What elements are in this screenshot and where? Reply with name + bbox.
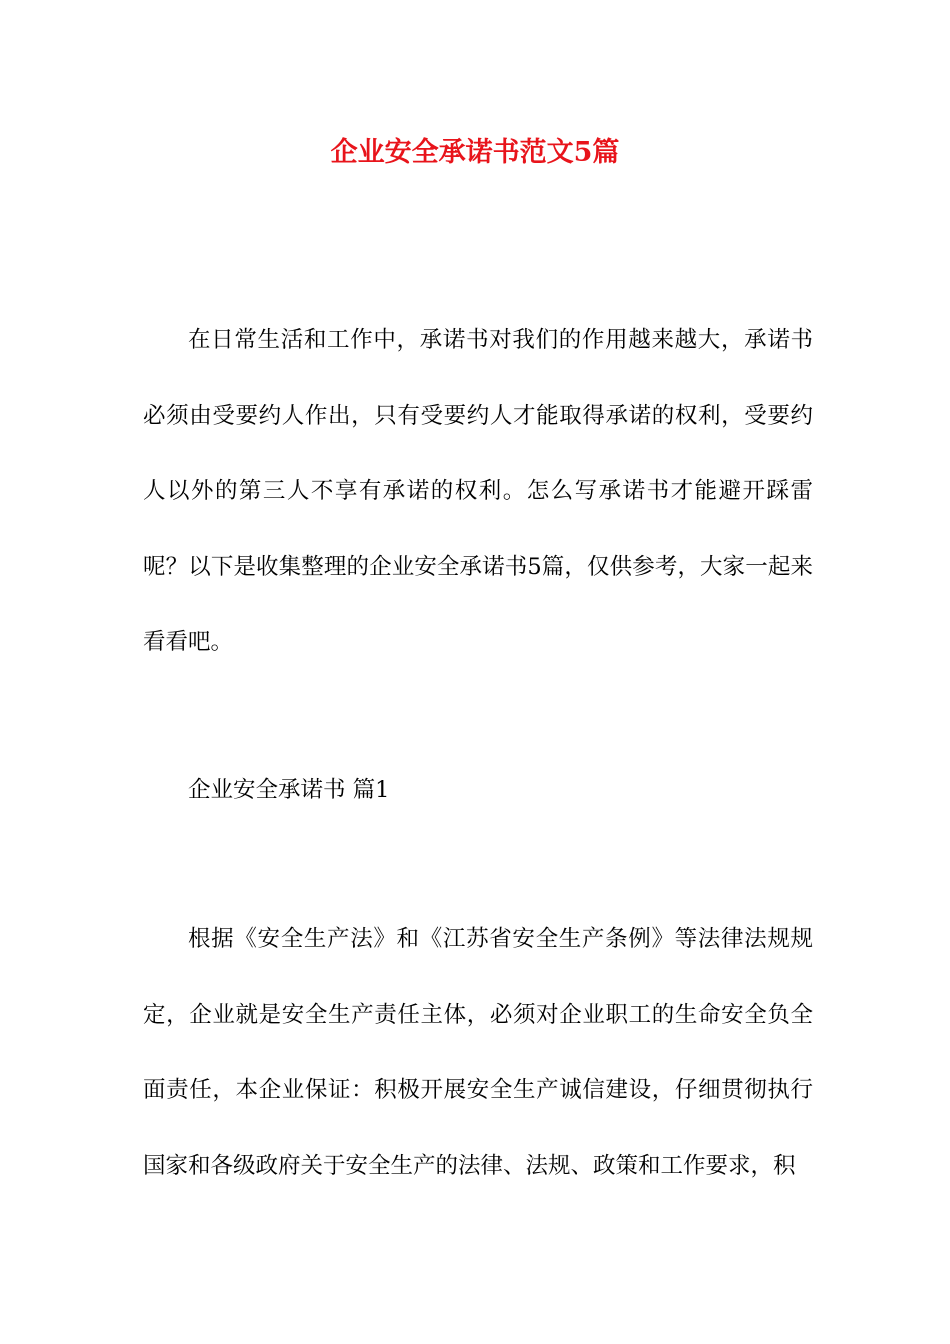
section-paragraph: 根据《安全生产法》和《江苏省安全生产条例》等法律法规规定，企业就是安全生产责任主体，必须对企业职工的生命安全负全面责任，本企业保证：积极开展安全生产诚信建设，仔细贯彻执行国家和各级政府关于安全生产的法律、法规、政策和工作要求，积 [143, 926, 813, 1179]
section-heading: 企业安全承诺书 篇1 [188, 777, 390, 803]
intro-paragraph: 在日常生活和工作中，承诺书对我们的作用越来越大，承诺书必须由受要约人作出，只有受要约人才能取得承诺的权利，受要约人以外的第三人不享有承诺的权利。怎么写承诺书才能避开踩雷呢？以下是收集整理的企业安全承诺书5篇，仅供参考，大家一起来看看吧。 [143, 327, 813, 655]
document-title: 企业安全承诺书范文5篇 [330, 137, 620, 168]
